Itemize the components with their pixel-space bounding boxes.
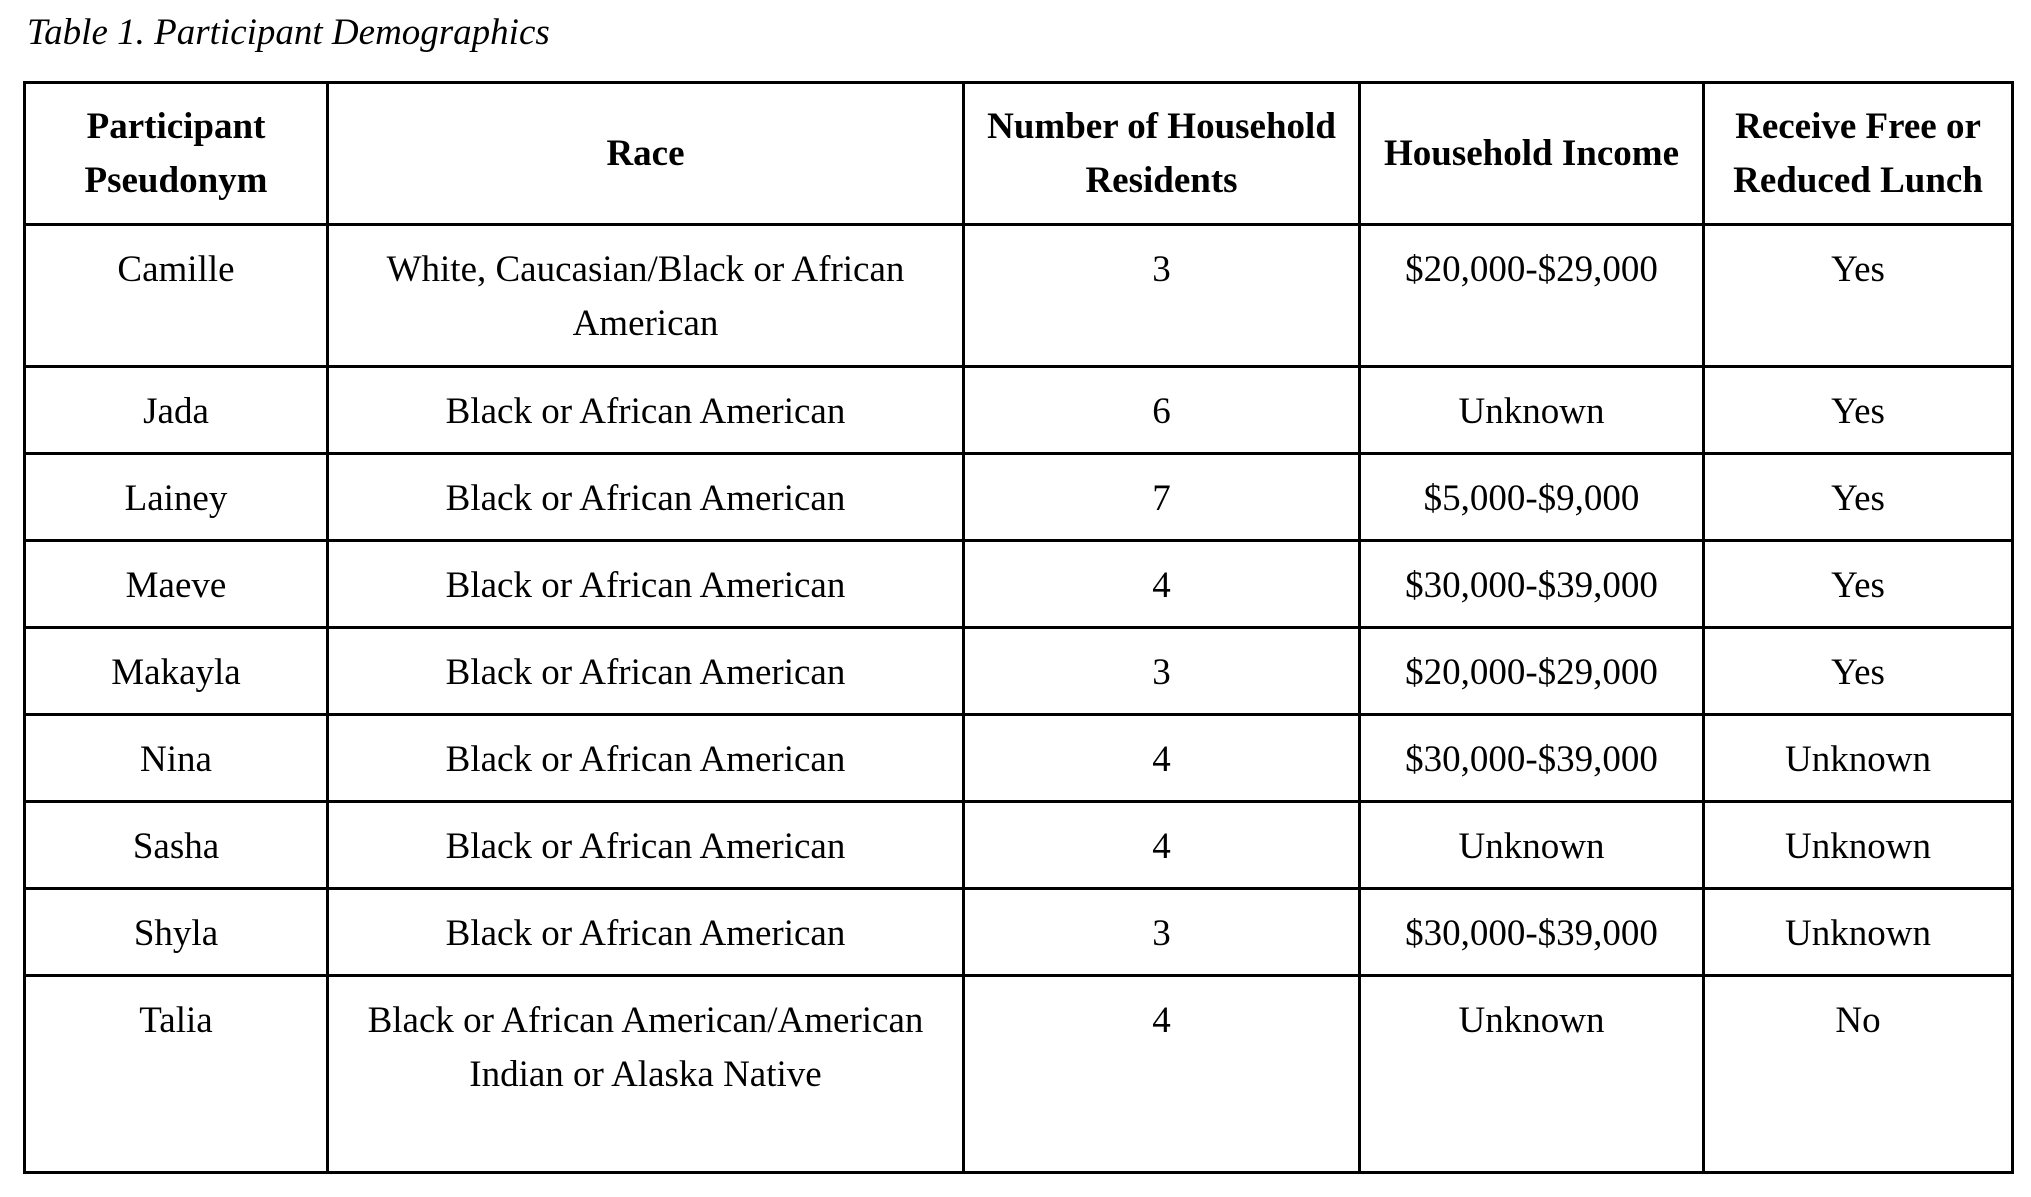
header-row xyxy=(25,83,2013,225)
cell-race: Black or African American xyxy=(328,541,964,628)
table-row xyxy=(25,628,2013,715)
cell-lunch: Yes xyxy=(1704,628,2013,715)
cell-pseudonym: Nina xyxy=(25,715,328,802)
cell-income: Unknown xyxy=(1360,367,1704,454)
cell-race: Black or African American xyxy=(328,889,964,976)
table-row xyxy=(25,367,2013,454)
cell-lunch: Unknown xyxy=(1704,889,2013,976)
cell-income: $20,000-$29,000 xyxy=(1360,225,1704,367)
cell-residents: 3 xyxy=(964,225,1360,367)
header-pseudonym: Participant Pseudonym xyxy=(25,83,328,225)
cell-income: $30,000-$39,000 xyxy=(1360,541,1704,628)
cell-residents: 6 xyxy=(964,367,1360,454)
cell-pseudonym: Makayla xyxy=(25,628,328,715)
table-row xyxy=(25,889,2013,976)
cell-pseudonym: Camille xyxy=(25,225,328,367)
cell-income: $30,000-$39,000 xyxy=(1360,715,1704,802)
cell-residents: 4 xyxy=(964,976,1360,1173)
table-row xyxy=(25,225,2013,367)
demographics-table xyxy=(23,81,2014,1174)
header-income: Household Income xyxy=(1360,83,1704,225)
table-row xyxy=(25,541,2013,628)
cell-residents: 4 xyxy=(964,541,1360,628)
cell-race: Black or African American xyxy=(328,367,964,454)
header-race: Race xyxy=(328,83,964,225)
cell-pseudonym: Sasha xyxy=(25,802,328,889)
cell-lunch: Yes xyxy=(1704,367,2013,454)
cell-residents: 4 xyxy=(964,802,1360,889)
cell-race: Black or African American xyxy=(328,628,964,715)
cell-lunch: Yes xyxy=(1704,541,2013,628)
cell-pseudonym: Maeve xyxy=(25,541,328,628)
cell-lunch: Yes xyxy=(1704,454,2013,541)
cell-pseudonym: Jada xyxy=(25,367,328,454)
cell-residents: 7 xyxy=(964,454,1360,541)
cell-lunch: Unknown xyxy=(1704,802,2013,889)
cell-race: Black or African American xyxy=(328,454,964,541)
cell-race: Black or African American/American Indian or Alaska Native xyxy=(328,976,964,1173)
header-residents: Number of Household Residents xyxy=(964,83,1360,225)
cell-income: $20,000-$29,000 xyxy=(1360,628,1704,715)
header-lunch: Receive Free or Reduced Lunch xyxy=(1704,83,2013,225)
table-row xyxy=(25,454,2013,541)
cell-race: White, Caucasian/Black or African American xyxy=(328,225,964,367)
cell-income: $5,000-$9,000 xyxy=(1360,454,1704,541)
cell-lunch: Unknown xyxy=(1704,715,2013,802)
cell-race: Black or African American xyxy=(328,802,964,889)
cell-income: Unknown xyxy=(1360,976,1704,1173)
cell-race: Black or African American xyxy=(328,715,964,802)
cell-residents: 3 xyxy=(964,889,1360,976)
cell-lunch: No xyxy=(1704,976,2013,1173)
cell-residents: 4 xyxy=(964,715,1360,802)
table-row xyxy=(25,976,2013,1173)
cell-lunch: Yes xyxy=(1704,225,2013,367)
cell-income: Unknown xyxy=(1360,802,1704,889)
cell-pseudonym: Lainey xyxy=(25,454,328,541)
cell-income: $30,000-$39,000 xyxy=(1360,889,1704,976)
table-row xyxy=(25,802,2013,889)
table-row xyxy=(25,715,2013,802)
table-caption: Table 1. Participant Demographics xyxy=(27,12,550,53)
cell-pseudonym: Shyla xyxy=(25,889,328,976)
cell-residents: 3 xyxy=(964,628,1360,715)
cell-pseudonym: Talia xyxy=(25,976,328,1173)
